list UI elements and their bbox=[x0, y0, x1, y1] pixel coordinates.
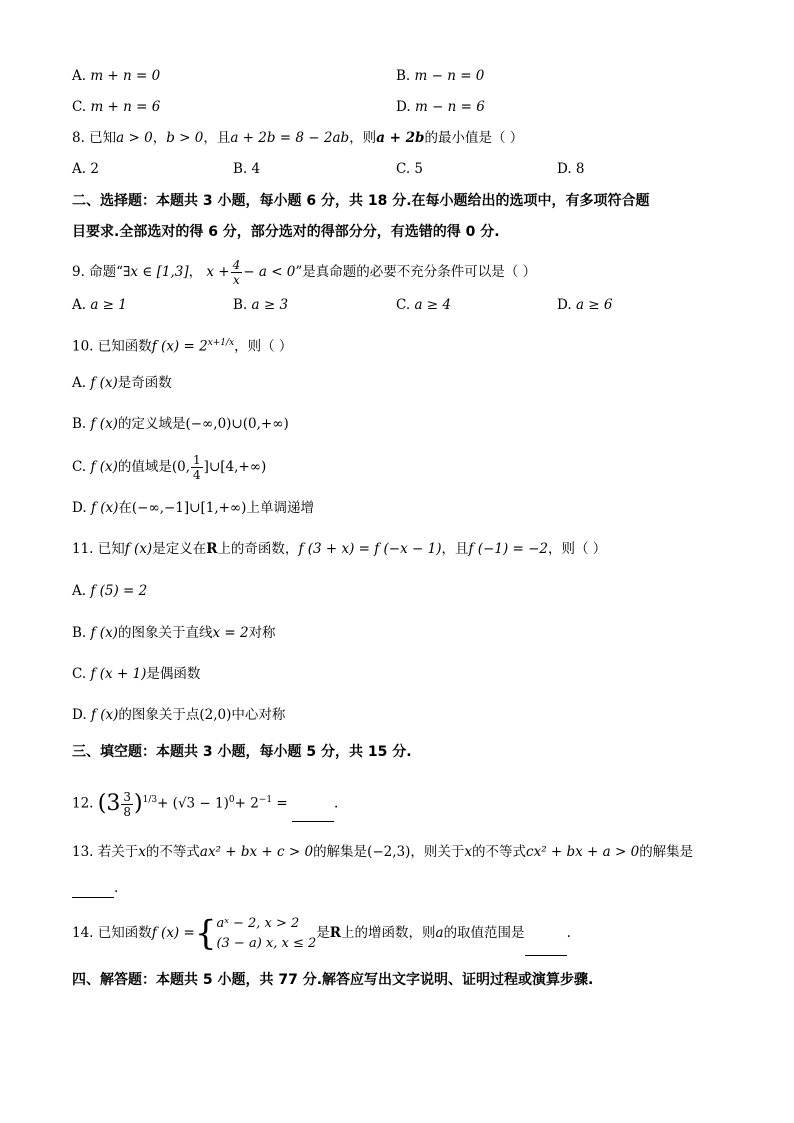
option-label: B. bbox=[396, 68, 415, 84]
q7-option-d bbox=[396, 97, 485, 117]
q9-option-d: D. a ≥ 6 bbox=[557, 297, 613, 313]
q8-option-b: B. 4 bbox=[233, 161, 261, 177]
option-label: A. bbox=[72, 68, 91, 84]
option-label: C. bbox=[72, 99, 91, 115]
q8-option-d: D. 8 bbox=[557, 161, 585, 177]
section-3-heading: 三、填空题：本题共 3 小题，每小题 5 分，共 15 分. bbox=[72, 744, 412, 760]
q7-option-c bbox=[72, 97, 160, 117]
question-12: 12. (3 $\frac{3}{8}$ )$^{1/3}+ (√3 - 1)^0+ 2^{-1}$ = . bbox=[72, 782, 338, 822]
left-brace: { bbox=[194, 913, 217, 954]
section-2-heading-cont: 目要求.全部选对的得 6 分，部分选对的得部分分，有选错的得 0 分. bbox=[72, 224, 500, 240]
q11-option-c: C. f (x + 1)是偶函数 bbox=[72, 666, 201, 682]
q8-option-a: A. 2 bbox=[72, 161, 99, 177]
q8-option-c: C. 5 bbox=[396, 161, 424, 177]
option-math: m − n = 0 bbox=[414, 68, 485, 84]
option-math: m − n = 6 bbox=[414, 99, 485, 115]
answer-blank[interactable] bbox=[525, 941, 567, 956]
question-11: 11. 已知f (x)是定义在R上的奇函数，f (3 + x) = f (−x − 1)，且f (−1) = −2，则（ ） bbox=[72, 541, 607, 557]
question-10: 10. 已知函数f $(x) = 2^{x+1/x}$，则（ ） bbox=[72, 338, 293, 355]
section-2-heading: 二、选择题：本题共 3 小题，每小题 6 分，共 18 分.在每小题给出的选项中，有多项符合题 bbox=[72, 193, 650, 209]
piecewise-cases: aˣ − 2, x > 2 (3 − a) x, x ≤ 2 bbox=[216, 915, 317, 951]
section-4-heading: 四、解答题：本题共 5 小题，共 77 分.解答应写出文字说明、证明过程或演算步骤. bbox=[72, 972, 594, 988]
q10-option-c: C. f (x)的值域是(0, $\frac{1}{4}$ ]∪[4,+∞) bbox=[72, 453, 267, 482]
answer-blank[interactable] bbox=[72, 883, 114, 898]
q11-option-a: A. f (5) = 2 bbox=[72, 583, 148, 599]
question-9: 9. 命题“∃x ∈ [1,3]， x + $\frac{4}{x}$ − a < 0”是真命题的必要不充分条件可以是（ ） bbox=[72, 258, 537, 287]
q7-option-b bbox=[396, 66, 484, 86]
q10-option-a: A. f (x)是奇函数 bbox=[72, 375, 172, 391]
q10-option-b: B. f (x)的定义域是(−∞,0)∪(0,+∞) bbox=[72, 416, 289, 432]
q11-option-d: D. f (x)的图象关于点(2,0)中心对称 bbox=[72, 707, 286, 723]
q9-option-a: A. a ≥ 1 bbox=[72, 297, 127, 313]
fraction: $\frac{3}{8}$ bbox=[123, 789, 131, 819]
question-8: 8. 已知a > 0，b > 0，且a + 2b = 8 − 2ab，则a + 2b的最小值是（ ） bbox=[72, 130, 524, 146]
q13-answer-line: . bbox=[72, 878, 118, 898]
q10-option-d: D. f (x)在(−∞,−1]∪[1,+∞)上单调递增 bbox=[72, 500, 314, 516]
answer-blank[interactable] bbox=[292, 807, 334, 822]
question-13: 13. 若关于x的不等式ax² + bx + c > 0的解集是(−2,3)，则关于x的不等式cx² + bx + a > 0的解集是 bbox=[72, 844, 694, 860]
question-14: 14. 已知函数f (x) ={ aˣ − 2, x > 2 (3 − a) x, x ≤ 2 是R上的增函数，则a的取值范围是 . bbox=[72, 910, 571, 956]
option-math: m + n = 0 bbox=[90, 68, 161, 84]
option-label: D. bbox=[396, 99, 415, 115]
fraction: $\frac{4}{x}$ bbox=[232, 258, 241, 287]
q11-option-b: B. f (x)的图象关于直线x = 2对称 bbox=[72, 625, 276, 641]
q9-option-b: B. a ≥ 3 bbox=[233, 297, 289, 313]
fraction: $\frac{1}{4}$ bbox=[193, 453, 201, 482]
option-math: m + n = 6 bbox=[90, 99, 161, 115]
q7-option-a bbox=[72, 66, 160, 86]
q9-option-c: C. a ≥ 4 bbox=[396, 297, 451, 313]
